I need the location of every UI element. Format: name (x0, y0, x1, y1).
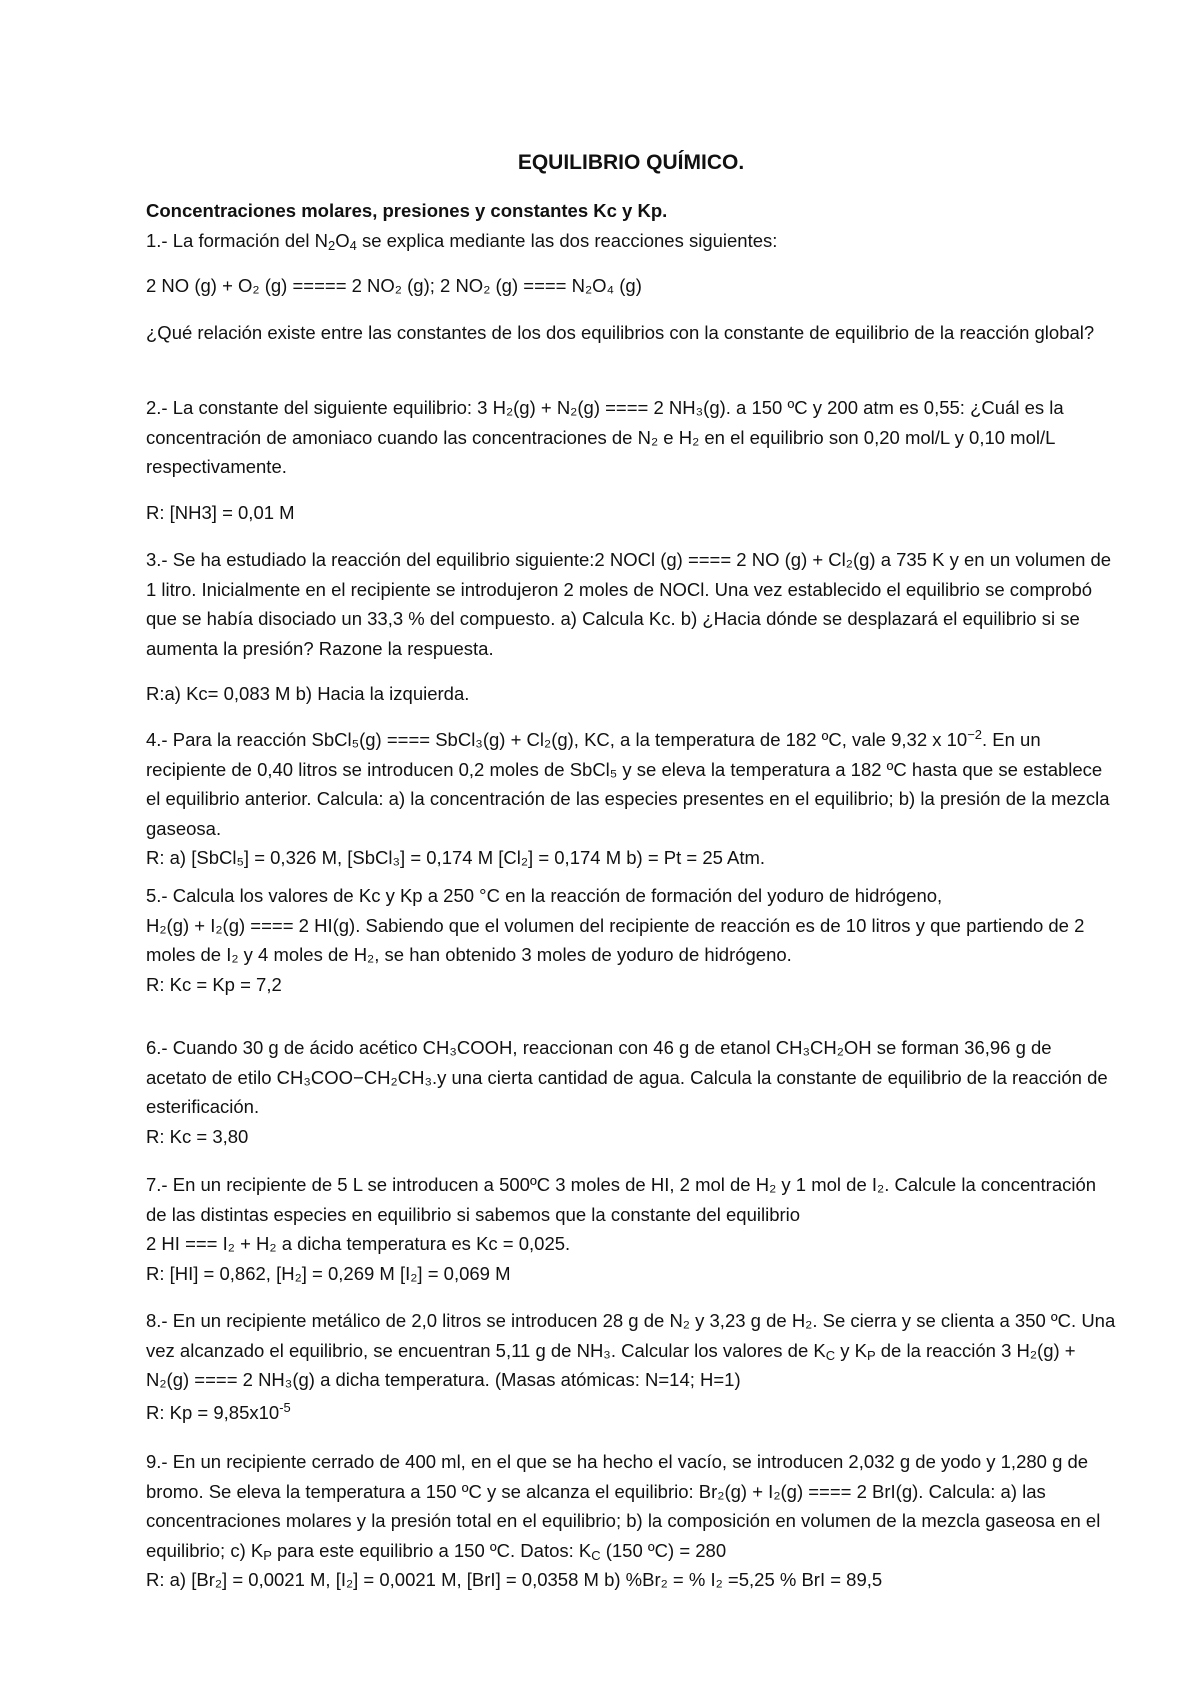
problem-8-statement: 8.- En un recipiente metálico de 2,0 litros se introducen 28 g de N₂ y 3,23 g de H₂. Se cierra y se clienta a 350 ºC. Una vez alcanzado el equilibrio, se encuentran 5,11 g de NH₃. Calcular los valores de $K_C$ y $K_P$ de la reacción 3 H₂(g) + N₂(g) ==== 2 NH₃(g) a dicha temperatura. (Masas atómicas: N=14; H=1) (146, 1310, 1116, 1390)
problem-1-question: ¿Qué relación existe entre las constantes de los dos equilibrios con la constante de equilibrio de la reacción global? (146, 322, 1095, 343)
problem-7-answer: R: [HI] = 0,862, [H₂] = 0,269 M [I₂] = 0,069 M (146, 1262, 511, 1284)
problem-5-statement: 5.- Calcula los valores de Kc y Kp a 250 °C en la reacción de formación del yoduro de hidrógeno, (146, 885, 943, 906)
problem-7-equation: 2 HI === I₂ + H₂ a dicha temperatura es Kc = 0,025. (146, 1233, 571, 1254)
problem-1-equation: 2 NO (g) + O₂ (g) ===== 2 NO₂ (g); 2 NO₂ (g) ==== N₂O₄ (g) (146, 275, 642, 296)
problem-6 (146, 1033, 1116, 1151)
problem-6-statement: 6.- Cuando 30 g de ácido acético CH₃COOH, reaccionan con 46 g de etanol CH₃CH₂OH se forman 36,96 g de acetato de etilo CH₃COO−CH₂CH₃.y una cierta cantidad de agua. Calcula la constante de equilibrio de la reacción de esterificación. (146, 1037, 1108, 1117)
problem-4 (146, 725, 1116, 873)
problem-6-answer: R: Kc = 3,80 (146, 1125, 249, 1147)
problem-9-statement: 9.- En un recipiente cerrado de 400 ml, en el que se ha hecho el vacío, se introducen 2,032 g de yodo y 1,280 g de bromo. Se eleva la temperatura a 150 ºC y se alcanza el equilibrio: Br₂(g) + I₂(g) ==== 2 BrI(g). Calcula: a) las concentraciones molares y la presión total en el equilibrio; b) la composición en volumen de la mezcla gaseosa en el equilibrio; c) $K_P$ para este equilibrio a 150 ºC. Datos: $K_C$ (150 ºC) = 280 (146, 1451, 1101, 1563)
problem-3-statement: 3.- Se ha estudiado la reacción del equilibrio siguiente:2 NOCl (g) ==== 2 NO (g) + Cl₂(g) a 735 K y en un volumen de 1 litro. Inicialmente en el recipiente se introdujeron 2 moles de NOCl. Una vez establecido el equilibrio se comprobó que se había disociado un 33,3 % del compuesto. a) Calcula Kc. b) ¿Hacia dónde se desplazará el equilibrio si se aumenta la presión? Razone la respuesta. (146, 549, 1112, 659)
problem-3 (146, 545, 1116, 663)
problem-2 (146, 393, 1116, 482)
problem-7 (146, 1170, 1116, 1288)
problem-1 (146, 226, 1116, 256)
problem-5-answer: R: Kc = Kp = 7,2 (146, 973, 282, 995)
problem-2-statement: 2.- La constante del siguiente equilibrio: 3 H₂(g) + N₂(g) ==== 2 NH₃(g). a 150 ºC y 200 atm es 0,55: ¿Cuál es la concentración de amoniaco cuando las concentraciones de N₂ e H₂ en el equilibrio son 0,20 mol/L y 0,10 mol/L respectivamente. (146, 397, 1064, 477)
problem-4-answer: R: a) [SbCl₅] = 0,326 M, [SbCl₃] = 0,174 M [Cl₂] = 0,174 M b) = Pt = 25 Atm. (146, 847, 766, 868)
problem-7-statement: 7.- En un recipiente de 5 L se introducen a 500ºC 3 moles de HI, 2 mol de H₂ y 1 mol de I₂. Calcule la concentración de las distintas especies en equilibrio si sabemos que la constante del equilibrio (146, 1174, 1097, 1225)
page-title: EQUILIBRIO QUÍMICO. (517, 151, 745, 174)
subtitle: Concentraciones molares, presiones y constantes Kc y Kp. (146, 200, 668, 221)
problem-3-answer: R:a) Kc= 0,083 M b) Hacia la izquierda. (146, 683, 470, 704)
problem-5 (146, 881, 1116, 999)
problem-8 (146, 1306, 1116, 1395)
problem-4-statement: 4.- Para la reacción SbCl₅(g) ==== SbCl₃(g) + Cl₂(g), KC, a la temperatura de 182 ºC, vale 9,32 x $10^{-2}$. En un recipiente de 0,40 litros se introducen 0,2 moles de SbCl₅ y se eleva la temperatura a 182 ºC hasta que se establece el equilibrio anterior. Calcula: a) la concentración de las especies presentes en el equilibrio; b) la presión de la mezcla gaseosa. (146, 726, 1110, 839)
problem-1-statement: 1.- La formación del $N_2O_4$ se explica mediante las dos reacciones siguientes: (146, 230, 778, 254)
problem-9 (146, 1447, 1116, 1595)
problem-2-answer: R: [NH3] = 0,01 M (146, 502, 295, 523)
problem-8-answer: R: $Kp = 9,85x10^{-5}$ (146, 1399, 291, 1423)
problem-9-answer: R: a) [Br₂] = 0,0021 M, [I₂] = 0,0021 M, [BrI] = 0,0358 M b) %Br₂ = % I₂ =5,25 % BrI = 89,5 (146, 1569, 883, 1590)
problem-5-statement-cont: H₂(g) + I₂(g) ==== 2 HI(g). Sabiendo que el volumen del recipiente de reacción es de 10 litros y que partiendo de 2 moles de I₂ y 4 moles de H₂, se han obtenido 3 moles de yoduro de hidrógeno. (146, 914, 1085, 965)
